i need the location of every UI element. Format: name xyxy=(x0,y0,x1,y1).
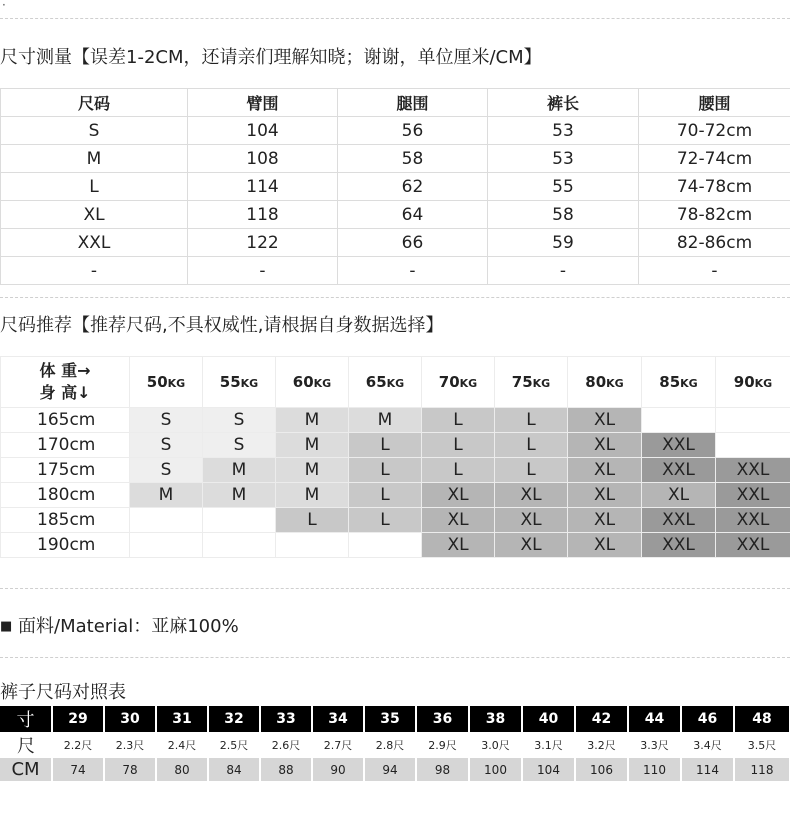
weight-header xyxy=(422,357,495,408)
weight-unit: KG xyxy=(532,377,551,390)
pants-chi-row xyxy=(0,732,790,758)
weight-unit: KG xyxy=(313,377,332,390)
table-cell: 64 xyxy=(338,201,488,229)
height-label: 170cm xyxy=(1,433,130,458)
height-label: 165cm xyxy=(1,408,130,433)
pants-title: 裤子尺码对照表 xyxy=(0,682,126,703)
size-cell: L xyxy=(495,408,568,433)
cm-cell: 106 xyxy=(575,758,628,781)
weight-value: 80 xyxy=(585,373,607,391)
table-row xyxy=(1,257,790,285)
chi-cell: 3.4尺 xyxy=(681,732,734,758)
height-label: 175cm xyxy=(1,458,130,483)
size-measure-table xyxy=(0,88,790,285)
weight-value: 60 xyxy=(292,373,314,391)
table-cell: 53 xyxy=(488,145,639,173)
cm-cell: 78 xyxy=(104,758,156,781)
inch-cell: 42 xyxy=(575,706,628,732)
size-cell xyxy=(642,408,716,433)
size-cell: L xyxy=(349,483,422,508)
size-cell: S xyxy=(203,433,276,458)
size-cell: M xyxy=(276,433,349,458)
recommend-header-row xyxy=(1,357,790,408)
cm-cell: 100 xyxy=(469,758,522,781)
table-row xyxy=(1,173,790,201)
table-cell: XL xyxy=(1,201,188,229)
chi-cell: 3.0尺 xyxy=(469,732,522,758)
inch-cell: 32 xyxy=(208,706,260,732)
table-cell: 62 xyxy=(338,173,488,201)
table-cell: 59 xyxy=(488,229,639,257)
size-cell: S xyxy=(203,408,276,433)
table-cell: 118 xyxy=(188,201,338,229)
weight-value: 90 xyxy=(733,373,755,391)
weight-unit: KG xyxy=(754,377,773,390)
cm-cell: 74 xyxy=(52,758,104,781)
weight-header xyxy=(642,357,716,408)
table-cell: - xyxy=(1,257,188,285)
table-cell: 72-74cm xyxy=(639,145,790,173)
inch-cell: 33 xyxy=(260,706,312,732)
table-cell: - xyxy=(639,257,790,285)
table-cell: - xyxy=(488,257,639,285)
table-row xyxy=(1,508,790,533)
size-cell: M xyxy=(276,408,349,433)
size-cell: M xyxy=(203,483,276,508)
cm-cell: 98 xyxy=(416,758,469,781)
table-cell: 108 xyxy=(188,145,338,173)
table-cell: 58 xyxy=(338,145,488,173)
inch-cell: 40 xyxy=(522,706,575,732)
size-cell: XXL xyxy=(716,483,790,508)
weight-unit: KG xyxy=(167,377,186,390)
pants-row-label: 寸 xyxy=(0,706,52,732)
material-text: 面料/Material：亚麻100% xyxy=(18,616,239,637)
table-cell: M xyxy=(1,145,188,173)
divider xyxy=(0,657,790,658)
chi-cell: 2.9尺 xyxy=(416,732,469,758)
inch-cell: 31 xyxy=(156,706,208,732)
size-cell: XL xyxy=(642,483,716,508)
size-cell: L xyxy=(422,408,495,433)
table-cell: 53 xyxy=(488,117,639,145)
recommend-corner-cell xyxy=(1,357,130,408)
chi-cell: 2.2尺 xyxy=(52,732,104,758)
size-cell: XXL xyxy=(642,533,716,558)
divider xyxy=(0,297,790,298)
inch-cell: 46 xyxy=(681,706,734,732)
size-cell xyxy=(203,508,276,533)
size-cell: XL xyxy=(568,433,642,458)
table-cell: 122 xyxy=(188,229,338,257)
height-label: 190cm xyxy=(1,533,130,558)
chi-cell: 3.2尺 xyxy=(575,732,628,758)
chi-cell: 3.1尺 xyxy=(522,732,575,758)
chi-cell: 2.7尺 xyxy=(312,732,364,758)
size-recommend-table xyxy=(0,356,790,558)
inch-cell: 44 xyxy=(628,706,681,732)
inch-cell: 35 xyxy=(364,706,416,732)
size-cell: XL xyxy=(495,508,568,533)
divider xyxy=(0,588,790,589)
weight-value: 65 xyxy=(365,373,387,391)
table-cell: 74-78cm xyxy=(639,173,790,201)
size-cell: XL xyxy=(495,533,568,558)
size-cell xyxy=(716,408,790,433)
size-cell: XXL xyxy=(716,508,790,533)
recommend-title: 尺码推荐【推荐尺码,不具权威性,请根据自身数据选择】 xyxy=(0,315,444,336)
size-cell: XL xyxy=(422,483,495,508)
table-cell: 70-72cm xyxy=(639,117,790,145)
size-cell: L xyxy=(276,508,349,533)
bullet-icon: ■ xyxy=(0,619,13,634)
table-row xyxy=(1,229,790,257)
size-cell: M xyxy=(276,458,349,483)
weight-unit: KG xyxy=(459,377,478,390)
weight-value: 70 xyxy=(438,373,460,391)
size-cell: S xyxy=(130,408,203,433)
size-cell: S xyxy=(130,458,203,483)
table-cell: XXL xyxy=(1,229,188,257)
measure-title: 尺寸测量【误差1-2CM，还请亲们理解知晓；谢谢，单位厘米/CM】 xyxy=(0,47,542,68)
table-row xyxy=(1,433,790,458)
size-cell: XL xyxy=(495,483,568,508)
chi-cell: 2.6尺 xyxy=(260,732,312,758)
size-cell xyxy=(349,533,422,558)
weight-header xyxy=(349,357,422,408)
height-label: 185cm xyxy=(1,508,130,533)
weight-header xyxy=(203,357,276,408)
table-row xyxy=(1,458,790,483)
size-cell: XL xyxy=(568,408,642,433)
weight-header xyxy=(716,357,790,408)
table-cell: L xyxy=(1,173,188,201)
height-arrow-label: 身 高↓ xyxy=(39,383,91,402)
size-cell: M xyxy=(203,458,276,483)
pants-size-table xyxy=(0,706,790,781)
weight-value: 85 xyxy=(659,373,681,391)
size-cell: S xyxy=(130,433,203,458)
size-table-header: 腿围 xyxy=(338,89,488,117)
size-table-header: 裤长 xyxy=(488,89,639,117)
pants-inch-row xyxy=(0,706,790,732)
table-cell: - xyxy=(188,257,338,285)
weight-unit: KG xyxy=(386,377,405,390)
pants-row-label: 尺 xyxy=(0,732,52,758)
table-row xyxy=(1,201,790,229)
table-cell: 104 xyxy=(188,117,338,145)
chi-cell: 2.3尺 xyxy=(104,732,156,758)
material-line xyxy=(0,612,239,638)
size-cell: XL xyxy=(422,533,495,558)
cm-cell: 94 xyxy=(364,758,416,781)
size-cell: M xyxy=(130,483,203,508)
cm-cell: 110 xyxy=(628,758,681,781)
size-table-header: 臂围 xyxy=(188,89,338,117)
size-table-header: 尺码 xyxy=(1,89,188,117)
cm-cell: 90 xyxy=(312,758,364,781)
weight-unit: KG xyxy=(240,377,259,390)
size-cell xyxy=(130,533,203,558)
chi-cell: 2.4尺 xyxy=(156,732,208,758)
cm-cell: 80 xyxy=(156,758,208,781)
table-row xyxy=(1,408,790,433)
pants-row-label: CM xyxy=(0,758,52,781)
size-cell: L xyxy=(495,433,568,458)
inch-cell: 29 xyxy=(52,706,104,732)
table-cell: 55 xyxy=(488,173,639,201)
size-cell xyxy=(203,533,276,558)
table-cell: S xyxy=(1,117,188,145)
weight-header xyxy=(568,357,642,408)
weight-value: 50 xyxy=(146,373,168,391)
table-cell: 66 xyxy=(338,229,488,257)
table-row xyxy=(1,117,790,145)
size-cell: XXL xyxy=(716,458,790,483)
size-cell xyxy=(716,433,790,458)
table-cell: 78-82cm xyxy=(639,201,790,229)
table-row xyxy=(1,145,790,173)
cm-cell: 118 xyxy=(734,758,790,781)
size-cell: XXL xyxy=(642,433,716,458)
size-cell: L xyxy=(349,433,422,458)
weight-value: 55 xyxy=(219,373,241,391)
weight-header xyxy=(495,357,568,408)
inch-cell: 38 xyxy=(469,706,522,732)
size-cell: XXL xyxy=(716,533,790,558)
size-cell: XXL xyxy=(642,458,716,483)
weight-header xyxy=(276,357,349,408)
cm-cell: 84 xyxy=(208,758,260,781)
size-cell: M xyxy=(276,483,349,508)
size-cell: L xyxy=(349,458,422,483)
size-cell xyxy=(276,533,349,558)
inch-cell: 36 xyxy=(416,706,469,732)
weight-unit: KG xyxy=(680,377,698,390)
inch-cell: 34 xyxy=(312,706,364,732)
cm-cell: 114 xyxy=(681,758,734,781)
chi-cell: 2.5尺 xyxy=(208,732,260,758)
inch-cell: 30 xyxy=(104,706,156,732)
cm-cell: 104 xyxy=(522,758,575,781)
size-cell: M xyxy=(349,408,422,433)
chi-cell: 2.8尺 xyxy=(364,732,416,758)
size-cell: L xyxy=(422,433,495,458)
divider xyxy=(0,18,790,19)
size-cell: XL xyxy=(568,483,642,508)
size-cell: L xyxy=(422,458,495,483)
size-table-header: 腰围 xyxy=(639,89,790,117)
table-row xyxy=(1,533,790,558)
table-cell: 56 xyxy=(338,117,488,145)
size-cell: XXL xyxy=(642,508,716,533)
size-cell: XL xyxy=(422,508,495,533)
weight-unit: KG xyxy=(606,377,624,390)
cm-cell: 88 xyxy=(260,758,312,781)
size-cell: L xyxy=(349,508,422,533)
table-cell: 58 xyxy=(488,201,639,229)
size-cell: XL xyxy=(568,458,642,483)
top-mark: · xyxy=(2,0,6,12)
weight-value: 75 xyxy=(511,373,533,391)
chi-cell: 3.3尺 xyxy=(628,732,681,758)
size-table-header-row xyxy=(1,89,790,117)
size-cell: L xyxy=(495,458,568,483)
size-cell xyxy=(130,508,203,533)
weight-header xyxy=(130,357,203,408)
chi-cell: 3.5尺 xyxy=(734,732,790,758)
table-cell: 82-86cm xyxy=(639,229,790,257)
table-cell: 114 xyxy=(188,173,338,201)
table-cell: - xyxy=(338,257,488,285)
size-cell: XL xyxy=(568,533,642,558)
weight-arrow-label: 体 重→ xyxy=(39,361,91,380)
height-label: 180cm xyxy=(1,483,130,508)
pants-cm-row xyxy=(0,758,790,781)
table-row xyxy=(1,483,790,508)
size-cell: XL xyxy=(568,508,642,533)
inch-cell: 48 xyxy=(734,706,790,732)
